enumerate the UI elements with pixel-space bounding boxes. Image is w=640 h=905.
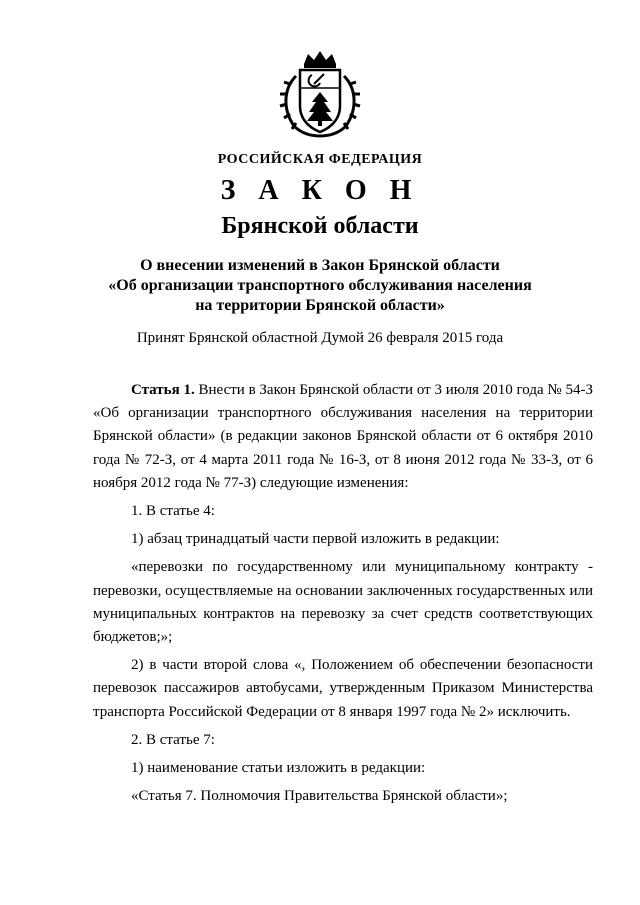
paragraph: 1. В статье 4:: [131, 503, 215, 520]
article-1-paragraph: [93, 379, 593, 495]
law-body: [93, 379, 593, 808]
law-title: [0, 256, 640, 316]
article-label: Статья 1.: [131, 382, 195, 398]
adoption-note: Принят Брянской областной Думой 26 февраля 2015 года: [136, 330, 504, 346]
paragraph: 2) в части второй слова «, Положением об обеспечении безопасности перевозок пассажиров автобусами, утвержденным Приказом Министерства транспорта Российской Федерации от 8 января 1997 года № 2» исключить.: [93, 657, 593, 720]
paragraph: «перевозки по государственному или муниципальному контракту - перевозки, осуществляемые на основании заключенных государственных или муниципальных контрактов на перевозку за счет средств соответствующих бюджетов;»;: [93, 559, 593, 646]
paragraph: «Статья 7. Полномочия Правительства Брянской области»;: [131, 788, 508, 805]
law-title-line: О внесении изменений в Закон Брянской области: [140, 257, 500, 274]
law-title-line: «Об организации транспортного обслуживания населения: [108, 277, 532, 294]
paragraph: 1) абзац тринадцатый части первой изложить в редакции:: [131, 531, 500, 548]
region-heading: Брянской области: [221, 213, 419, 239]
article-text: Внести в Закон Брянской области от 3 июля 2010 года № 54-З «Об организации транспортного обслуживания населения на территории Брянской области» (в редакции законов Брянской области от 6 октября 2010 года № 72-З, от 4 марта 2011 года № 16-З, от 8 июня 2012 года № 33-З, от 6 ноября 2012 года № 77-З) следующие изменения:: [93, 382, 593, 491]
law-heading: З А К О Н: [220, 175, 420, 206]
coat-of-arms-icon: [276, 48, 364, 140]
paragraph: 1) наименование статьи изложить в редакции:: [131, 760, 426, 777]
federation-heading: РОССИЙСКАЯ ФЕДЕРАЦИЯ: [217, 152, 423, 167]
law-title-line: на территории Брянской области»: [195, 297, 445, 314]
paragraph: 2. В статье 7:: [131, 731, 215, 748]
